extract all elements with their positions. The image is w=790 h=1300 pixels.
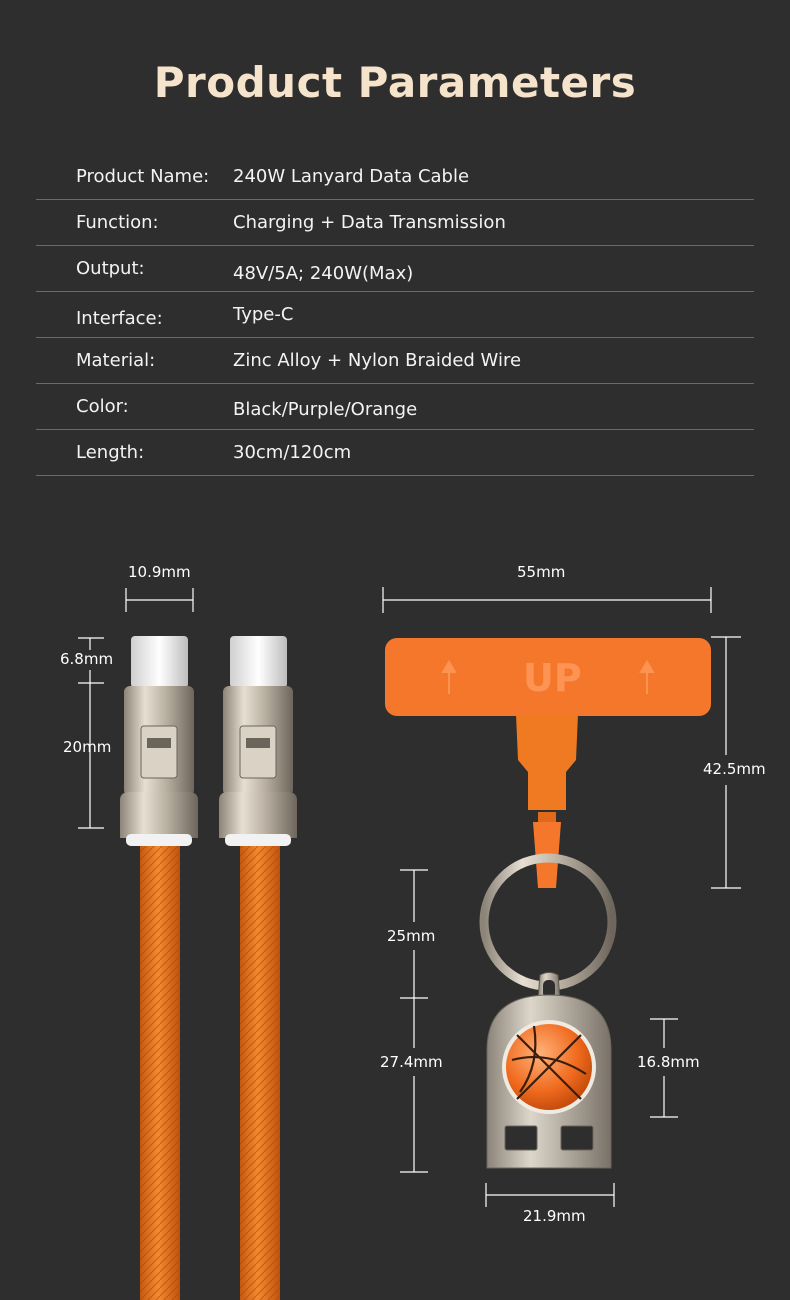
dim-tab-height: 42.5mm <box>703 760 766 778</box>
param-value: Type-C <box>233 304 294 325</box>
dim-tab-width: 55mm <box>517 563 566 581</box>
param-label: Interface: <box>76 308 163 329</box>
param-label: Material: <box>76 350 156 371</box>
param-label: Length: <box>76 442 145 463</box>
param-label: Product Name: <box>76 166 210 187</box>
dim-connector-width: 10.9mm <box>128 563 191 581</box>
param-value: 30cm/120cm <box>233 442 352 463</box>
param-value: Charging + Data Transmission <box>233 212 506 233</box>
param-label: Output: <box>76 258 145 279</box>
basketball-pendant <box>487 973 611 1169</box>
param-value: 48V/5A; 240W(Max) <box>233 263 414 284</box>
param-label: Color: <box>76 396 129 417</box>
dim-plug-height: 6.8mm <box>60 650 114 668</box>
dim-ring: 25mm <box>387 927 436 945</box>
param-value: Black/Purple/Orange <box>233 399 418 420</box>
param-value: Zinc Alloy + Nylon Braided Wire <box>233 350 522 371</box>
param-label: Function: <box>76 212 159 233</box>
dim-pendant-width: 21.9mm <box>523 1207 586 1225</box>
tab-up-label: UP <box>523 656 582 700</box>
dim-connector-body: 20mm <box>63 738 112 756</box>
dim-ball: 16.8mm <box>637 1053 700 1071</box>
page-title: Product Parameters <box>153 58 637 107</box>
cable-connectors <box>120 636 297 1300</box>
dim-pendant-height: 27.4mm <box>380 1053 443 1071</box>
param-value: 240W Lanyard Data Cable <box>233 166 470 187</box>
